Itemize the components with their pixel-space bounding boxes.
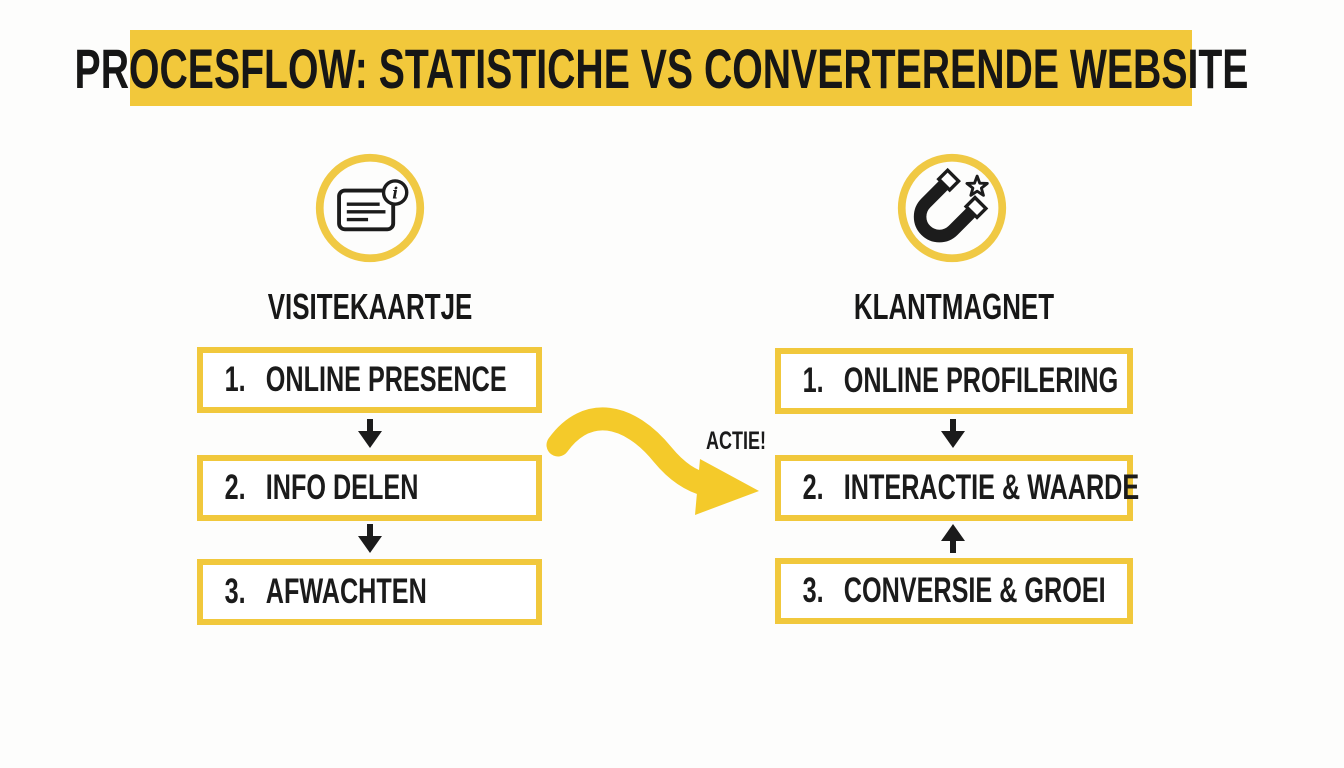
step-label: INTERACTIE & WAARDE [843,468,1140,507]
info-badge-i: i [392,183,399,203]
step-label: INFO DELEN [265,468,419,507]
step-row [781,468,1139,508]
step-row [203,572,427,612]
flow-down-arrow-icon [353,524,387,554]
step-number: 3. [224,572,246,611]
step-row [781,361,1118,401]
step-row [203,468,418,508]
page-title: PROCESFLOW: STATISTICHE VS CONVERTERENDE WEBSITE [74,36,1248,100]
step-label: CONVERSIE & GROEI [843,571,1106,610]
business-card-info-icon [312,150,428,266]
step-number: 2. [224,468,246,507]
step-number: 1. [802,361,824,400]
step-label: ONLINE PROFILERING [843,361,1119,400]
right-column-heading [775,286,1133,328]
left-heading-text: VISITEKAARTJE [267,286,473,327]
left-step-3-box [197,559,542,625]
flow-down-arrow-icon [936,419,970,449]
actie-text: ACTIE! [706,427,766,455]
magnet-icon-svg [894,150,1010,266]
flow-down-arrow-icon [353,419,387,449]
magnet-star-icon [894,150,1010,266]
step-label: ONLINE PRESENCE [265,360,507,399]
business-card-icon-svg [312,150,428,266]
step-row [203,360,507,400]
action-arrow-icon [545,393,771,525]
step-number: 3. [802,571,824,610]
step-number: 1. [224,360,246,399]
magnet-body [912,180,976,244]
flow-up-arrow-icon [936,524,970,554]
title-banner [74,30,1248,106]
left-column-heading [197,286,543,328]
right-step-3-box [775,558,1133,624]
right-step-1-box [775,348,1133,414]
right-heading-text: KLANTMAGNET [853,286,1055,327]
star-icon [967,176,987,195]
actie-label [706,427,786,456]
step-label: AFWACHTEN [265,572,427,611]
step-number: 2. [802,468,824,507]
left-step-2-box [197,455,542,521]
right-step-2-box [775,455,1140,521]
step-row [781,571,1106,611]
left-step-1-box [197,347,542,413]
